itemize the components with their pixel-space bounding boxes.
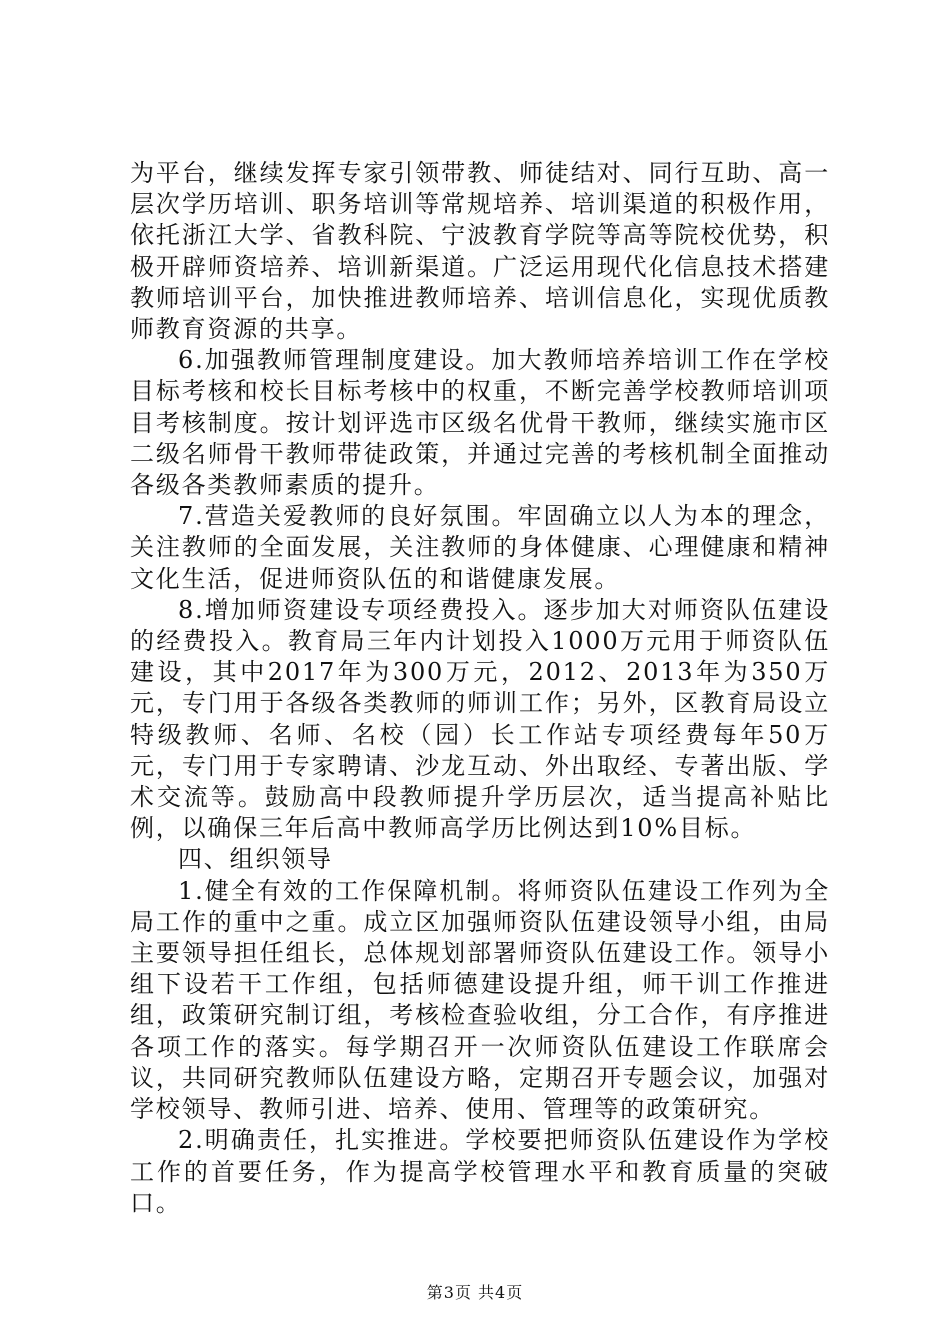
section-heading: 四、组织领导: [178, 845, 333, 874]
paragraph-2: 6.加强教师管理制度建设。加大教师培养培训工作在学校目标考核和校长目标考核中的权重，不断完善学校教师培训项目考核制度。按计划评选市区级名优骨干教师，继续实施市区二级名师骨干教师带徒政策，并通过完善的考核机制全面推动各级各类教师素质的提升。: [130, 346, 830, 500]
page-footer: 第3页 共4页: [426, 1283, 524, 1302]
paragraph-1: 为平台，继续发挥专家引领带教、师徒结对、同行互助、高一层次学历培训、职务培训等常规培养、培训渠道的积极作用，依托浙江大学、省教科院、宁波教育学院等高等院校优势，积极开辟师资培养、培训新渠道。广泛运用现代化信息技术搭建教师培训平台，加快推进教师培养、培训信息化，实现优质教师教育资源的共享。: [130, 159, 830, 344]
paragraph-4: 8.增加师资建设专项经费投入。逐步加大对师资队伍建设的经费投入。教育局三年内计划投入1000万元用于师资队伍建设，其中2017年为300万元，2012、2013年为350万元，专门用于各级各类教师的师训工作；另外，区教育局设立特级教师、名师、名校（园）长工作站专项经费每年50万元，专门用于专家聘请、沙龙互动、外出取经、专著出版、学术交流等。鼓励高中段教师提升学历层次，适当提高补贴比例，以确保三年后高中教师高学历比例达到10%目标。: [130, 595, 830, 843]
paragraph-3: 7.营造关爱教师的良好氛围。牢固确立以人为本的理念，关注教师的全面发展，关注教师的身体健康、心理健康和精神文化生活，促进师资队伍的和谐健康发展。: [130, 502, 830, 593]
paragraph-6: 2.明确责任，扎实推进。学校要把师资队伍建设作为学校工作的首要任务，作为提高学校管理水平和教育质量的突破口。: [130, 1126, 830, 1217]
document-body: [130, 158, 830, 1219]
paragraph-5: 1.健全有效的工作保障机制。将师资队伍建设工作列为全局工作的重中之重。成立区加强师资队伍建设领导小组，由局主要领导担任组长，总体规划部署师资队伍建设工作。领导小组下设若干工作组，包括师德建设提升组，师干训工作推进组，政策研究制订组，考核检查验收组，分工合作，有序推进各项工作的落实。每学期召开一次师资队伍建设工作联席会议，共同研究教师队伍建设方略，定期召开专题会议，加强对学校领导、教师引进、培养、使用、管理等的政策研究。: [130, 876, 830, 1124]
